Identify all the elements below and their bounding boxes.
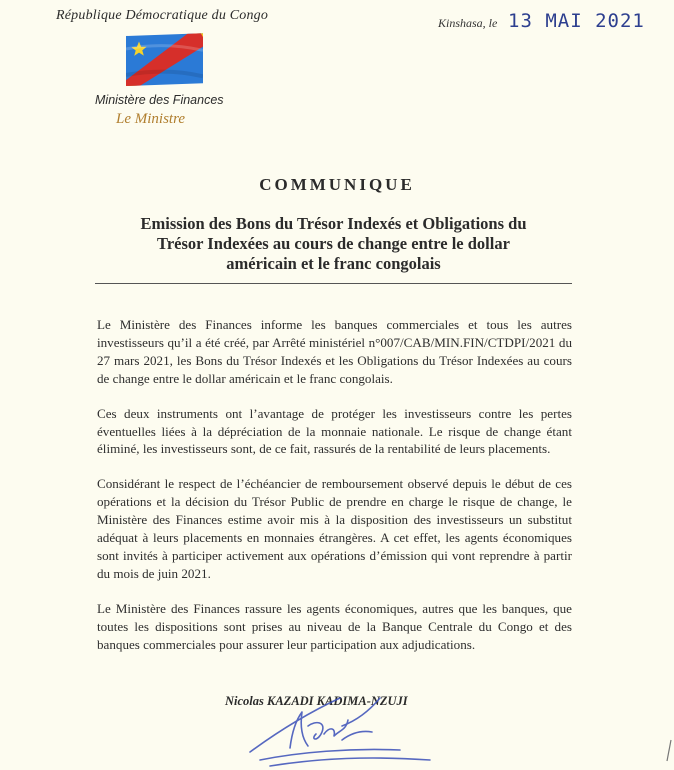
paragraph: Ces deux instruments ont l’avantage de protéger les investisseurs contre les pertes éventuelles liées à la dépréciation de la monnaie nationale. Le risque de change étant éliminé, les investisseurs sont, de ce fait, rassurés de la rentabilité de leurs placements.: [97, 405, 572, 457]
subject-line: Emission des Bons du Trésor Indexés et Obligations du: [140, 214, 527, 233]
paragraph: Le Ministère des Finances rassure les agents économiques, autres que les banques, que toutes les dispositions sont prises au niveau de la Banque Centrale du Congo et des banques commerciales pour assurer leur participation aux adjudications.: [97, 600, 572, 652]
place-label: Kinshasa, le: [438, 16, 498, 30]
title-divider: [95, 283, 572, 284]
paragraph: Considérant le respect de l’échéancier de remboursement observé depuis le début de ces opérations et la décision du Trésor Public de prendre en charge le risque de change, le Ministère des Finances estime avoir mis à la disposition des investisseurs un substitut adéquat à leurs placements en monnaies étrangères. A cet effet, les agents économiques sont invités à participer activement aux opérations d’émission qui vont reprendre à partir du mois de juin 2021.: [97, 476, 572, 581]
drc-flag-icon: [126, 31, 203, 87]
date-stamp: 13 MAI 2021: [508, 10, 645, 32]
handwritten-signature-icon: [230, 690, 460, 770]
paragraph: Le Ministère des Finances informe les banques commerciales et tous les autres investisseurs qu’il a été créé, par Arrêté ministériel n°007/CAB/MIN.FIN/CTDPI/2021 du 27 mars 2021, les Bons du Trésor Indexés et les Obligations du Trésor Indexées au cours de change entre le dollar américain et le franc congolais.: [97, 317, 572, 386]
body-text: [97, 316, 572, 671]
minister-title: Le Ministre: [116, 111, 186, 127]
subject-line: américain et le franc congolais: [226, 254, 441, 273]
republic-heading: République Démocratique du Congo: [56, 8, 269, 23]
ministry-name: Ministère des Finances: [95, 93, 224, 107]
scan-edge-mark: [666, 738, 672, 762]
document-title: COMMUNIQUE: [259, 175, 415, 194]
subject-line: Trésor Indexées au cours de change entre le dollar: [157, 234, 510, 253]
signatory-name: Nicolas KAZADI KADIMA-NZUJI: [225, 694, 408, 708]
subject-heading: [96, 214, 571, 274]
